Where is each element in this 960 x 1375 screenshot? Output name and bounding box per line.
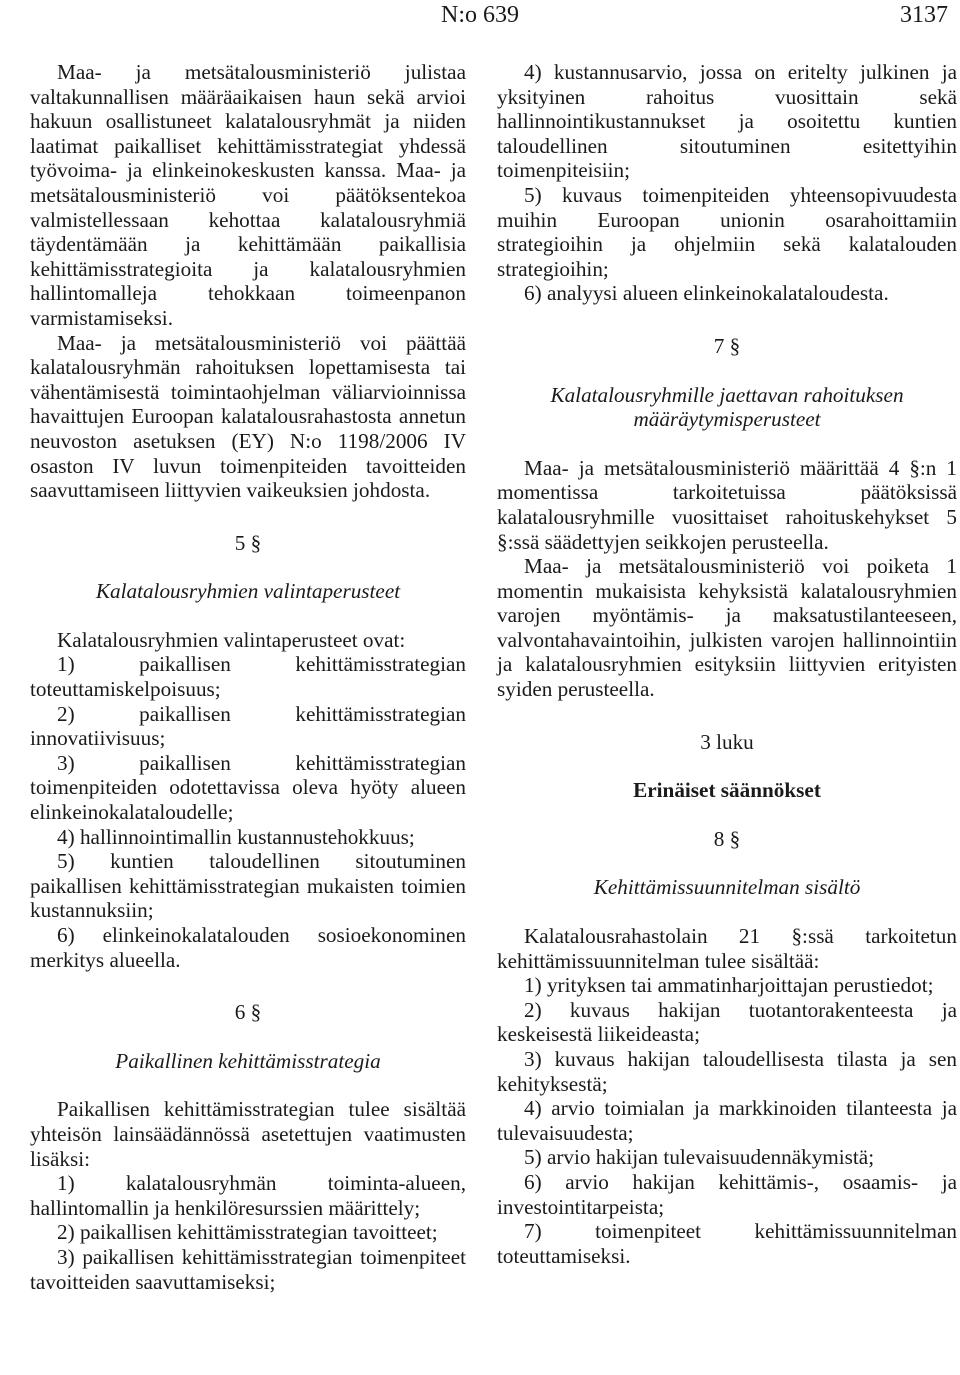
paragraph: Kalatalousryhmien valintaperusteet ovat: <box>57 627 406 652</box>
section-title: Paikallinen kehittämisstrategia <box>115 1048 381 1073</box>
list-item: 4) arvio toimialan ja markkinoiden tilanteesta ja tulevaisuudesta; <box>497 1096 957 1145</box>
paragraph: Maa- ja metsätalousministeriö voi poiketa 1 momentin mukaisista kehyksistä kalatalousryhmien varojen myöntämis- ja maksatustilanteeseen, valvontahavaintoihin, julkisten varojen hallinnointiin ja kalatalousryhmien esityksiin liittyvien erityisten syiden perusteella. <box>497 554 957 702</box>
page-header <box>0 0 960 40</box>
list-item: 2) paikallisen kehittämisstrategian innovatiivisuus; <box>30 701 466 751</box>
section-title: Kehittämissuunnitelman sisältö <box>593 875 861 900</box>
list-item: 6) analyysi alueen elinkeinokalataloudesta. <box>524 281 889 306</box>
left-column <box>30 60 466 1294</box>
paragraph: Maa- ja metsätalousministeriö määrittää 4 §:n 1 momentissa tarkoitetuissa päätöksissä kalatalousryhmille vuosittaiset rahoituskehykset 5 §:ssä säädettyjen seikkojen perusteella. <box>497 455 957 554</box>
list-item: 7) toimenpiteet kehittämissuunnitelman toteuttamiseksi. <box>497 1219 957 1268</box>
list-item: 2) kuvaus hakijan tuotantorakenteesta ja keskeisestä liikeideasta; <box>497 997 957 1047</box>
chapter-title: Erinäiset säännökset <box>633 778 821 803</box>
list-item: 5) kuntien taloudellinen sitoutuminen paikallisen kehittämisstrategian mukaisten toimien kustannuksiin; <box>30 849 466 923</box>
section-title: Kalatalousryhmien valintaperusteet <box>95 579 401 604</box>
paragraph: Kalatalousrahastolain 21 §:ssä tarkoitetun kehittämissuunnitelman tulee sisältää: <box>497 924 957 973</box>
section-number: 5 § <box>234 530 262 555</box>
list-item: 4) hallinnointimallin kustannustehokkuus; <box>57 824 415 849</box>
list-item: 2) paikallisen kehittämisstrategian tavoitteet; <box>57 1220 438 1245</box>
paragraph: Paikallisen kehittämisstrategian tulee sisältää yhteisön lainsäädännössä asetettujen vaatimusten lisäksi: <box>30 1097 466 1171</box>
section-number: 8 § <box>713 826 741 851</box>
section-title: Kalatalousryhmille jaettavan rahoituksen määräytymisperusteet <box>550 382 904 432</box>
list-item: 1) yrityksen tai ammatinharjoittajan perustiedot; <box>524 973 934 998</box>
list-item: 5) kuvaus toimenpiteiden yhteensopivuudesta muihin Euroopan unionin osarahoittamiin strategioihin ja ohjelmiin sekä kalatalouden strategioihin; <box>497 182 957 281</box>
section-number: 7 § <box>713 333 741 358</box>
list-item: 5) arvio hakijan tulevaisuudennäkymistä; <box>524 1145 875 1170</box>
issue-number: N:o 639 <box>441 2 519 28</box>
page-number: 3137 <box>900 2 948 28</box>
paragraph: Maa- ja metsätalousministeriö julistaa valtakunnallisen määräaikaisen haun sekä arvioi hakuun osallistuneet kalatalousryhmät ja niiden laatimat paikalliset kehittämisstrategiat yhdessä työvoima- ja elinkeinokeskusten kanssa. Maa- ja metsätalousministeriö voi päätöksentekoa valmistellessaan kehottaa kalatalousryhmiä täydentämään ja kehittämään paikallisia kehittämisstrategioita ja kalatalousryhmien hallintomalleja tehokkaan toimeenpanon varmistamiseksi. <box>30 60 466 330</box>
list-item: 4) kustannusarvio, jossa on eritelty julkinen ja yksityinen rahoitus vuosittain sekä hallinnointikustannukset ja osoitettu kuntien taloudellinen sitoutuminen esitettyihin toimenpiteisiin; <box>497 60 957 183</box>
section-number: 6 § <box>234 1000 262 1025</box>
right-column <box>497 60 957 1268</box>
list-item: 1) paikallisen kehittämisstrategian toteuttamiskelpoisuus; <box>30 652 466 702</box>
list-item: 3) kuvaus hakijan taloudellisesta tilasta ja sen kehityksestä; <box>497 1047 957 1096</box>
list-item: 6) elinkeinokalatalouden sosioekonominen merkitys alueella. <box>30 923 466 972</box>
chapter-number: 3 luku <box>700 729 754 754</box>
paragraph: Maa- ja metsätalousministeriö voi päättää kalatalousryhmän rahoituksen lopettamisesta tai vähentämisestä toimintaohjelman väliarvioinnissa havaittujen Euroopan kalatalousrahastosta annetun neuvoston asetuksen (EY) N:o 1198/2006 IV osaston IV luvun toimenpiteiden tavoitteiden saavuttamiseen liittyvien vaikeuksien johdosta. <box>30 330 466 503</box>
list-item: 6) arvio hakijan kehittämis-, osaamis- ja investointitarpeista; <box>497 1169 957 1219</box>
list-item: 3) paikallisen kehittämisstrategian toimenpiteet tavoitteiden saavuttamiseksi; <box>30 1244 466 1294</box>
list-item: 3) paikallisen kehittämisstrategian toimenpiteiden odotettavissa oleva hyöty alueen elinkeinokalataloudelle; <box>30 750 466 825</box>
list-item: 1) kalatalousryhmän toiminta-alueen, hallintomallin ja henkilöresurssien määrittely; <box>30 1171 466 1220</box>
